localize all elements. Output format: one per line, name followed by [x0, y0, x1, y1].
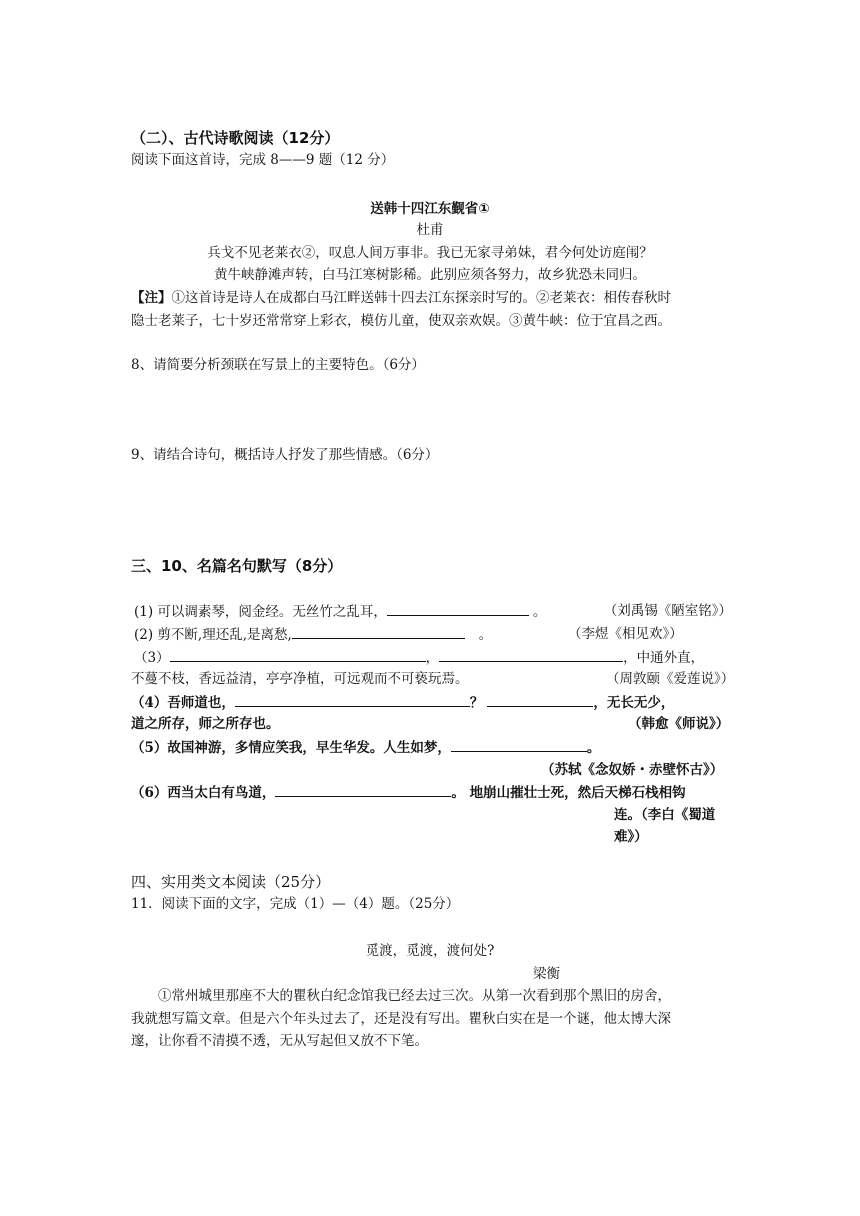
dictation-item-4: [131, 692, 674, 713]
dictation-item-1: [134, 601, 546, 622]
section2-heading: （二）、古代诗歌阅读（12分）: [131, 129, 340, 147]
item4-source: （韩愈《师说》）: [628, 716, 730, 732]
poem-note-line-1: [131, 288, 671, 308]
article-title: 觅渡，觅渡，渡何处?: [365, 943, 495, 959]
item3-blank-2[interactable]: [439, 647, 623, 662]
dictation-item-3: [134, 647, 704, 668]
item4-line-2: 道之所存，师之所存也。: [131, 716, 280, 732]
section3-heading: 三、10、名篇名句默写（8分）: [131, 557, 343, 575]
section2-instruction: 阅读下面这首诗，完成 8——9 题（12 分）: [131, 152, 395, 168]
item5-end: 。: [586, 740, 601, 756]
poem-line-1: 兵戈不见老莱衣②，叹息人间万事非。我已无家寻弟妹，君今何处访庭闱？: [207, 245, 653, 261]
article-author: 梁衡: [533, 966, 560, 982]
item4-blank-1[interactable]: [235, 692, 470, 707]
item3-label: （3）: [134, 650, 170, 666]
item2-blank[interactable]: [292, 624, 465, 639]
item1-text: (1) 可以调素琴，阅金经。无丝竹之乱耳，: [134, 604, 387, 620]
item3-line-2: 不蔓不枝，香远益清，亭亭净植，可远观而不可亵玩焉。: [131, 671, 469, 687]
item2-source: （李煜《相见欢》）: [568, 626, 683, 642]
item6-line-3: 难》）: [614, 829, 648, 845]
poem-title: 送韩十四江东觐省①: [370, 201, 490, 217]
note-text-1: ①这首诗是诗人在成都白马江畔送韩十四去江东探亲时写的。②老莱衣：相传春秋时: [171, 290, 671, 306]
section4-heading: 四、实用类文本阅读（25分）: [131, 873, 331, 891]
article-para1-line1: ①常州城里那座不大的瞿秋白纪念馆我已经去过三次。从第一次看到那个黑旧的房舍，: [158, 988, 671, 1004]
item1-source: （刘禹锡《陋室铭》）: [603, 603, 732, 619]
dictation-item-2: [134, 624, 492, 645]
article-para1-line3: 邃，让你看不清摸不透，无从写起但又放不下笔。: [131, 1033, 428, 1049]
item2-end: 。: [478, 627, 493, 643]
item5-source: （苏轼《念奴娇・赤壁怀古》）: [541, 762, 724, 778]
section4-instruction: 11．阅读下面的文字，完成（1）—（4）题。（25分）: [131, 896, 460, 912]
item3-source: （周敦颐《爱莲说》）: [606, 671, 735, 687]
item3-comma: ，: [425, 650, 440, 666]
poem-note-line-2: 隐士老莱子，七十岁还常常穿上彩衣，模仿儿童，使双亲欢娱。③黄牛峡：位于宜昌之西。: [131, 313, 671, 329]
dictation-item-5: [131, 737, 600, 758]
item3-continue: ，中通外直，: [623, 650, 705, 666]
item6-blank[interactable]: [275, 782, 451, 797]
item6-continue: 。 地崩山摧壮士死，然后天梯石栈相钩: [451, 785, 686, 801]
item6-text: （6）西当太白有鸟道，: [131, 785, 276, 801]
dictation-item-6: [131, 782, 686, 803]
item2-text: (2) 剪不断,理还乱,是离愁,: [134, 627, 292, 643]
item4-text: （4）吾师道也，: [131, 695, 235, 711]
item6-line-2: 连。（李白《蜀道: [614, 807, 716, 823]
note-label: 【注】: [131, 290, 172, 306]
item4-question: ？: [469, 695, 484, 711]
item1-end: 。: [532, 604, 547, 620]
article-para1-line2: 我就想写篇文章。但是六个年头过去了，还是没有写出。瞿秋白实在是一个谜，他太博大深: [131, 1011, 671, 1027]
poem-author: 杜甫: [416, 222, 444, 238]
question-9: 9、请结合诗句，概括诗人抒发了那些情感。（6分）: [131, 447, 439, 463]
item1-blank[interactable]: [387, 601, 529, 616]
item4-continue: ，无长无少，: [593, 695, 675, 711]
item5-blank[interactable]: [451, 737, 587, 752]
item3-blank-1[interactable]: [170, 647, 426, 662]
question-8: 8、请简要分析颈联在写景上的主要特色。（6分）: [131, 357, 425, 373]
item5-text: （5）故国神游，多情应笑我，早生华发。人生如梦，: [131, 740, 451, 756]
poem-line-2: 黄牛峡静滩声转，白马江寒树影稀。此别应须各努力，故乡犹恐未同归。: [214, 267, 646, 283]
item4-blank-2[interactable]: [487, 692, 593, 707]
